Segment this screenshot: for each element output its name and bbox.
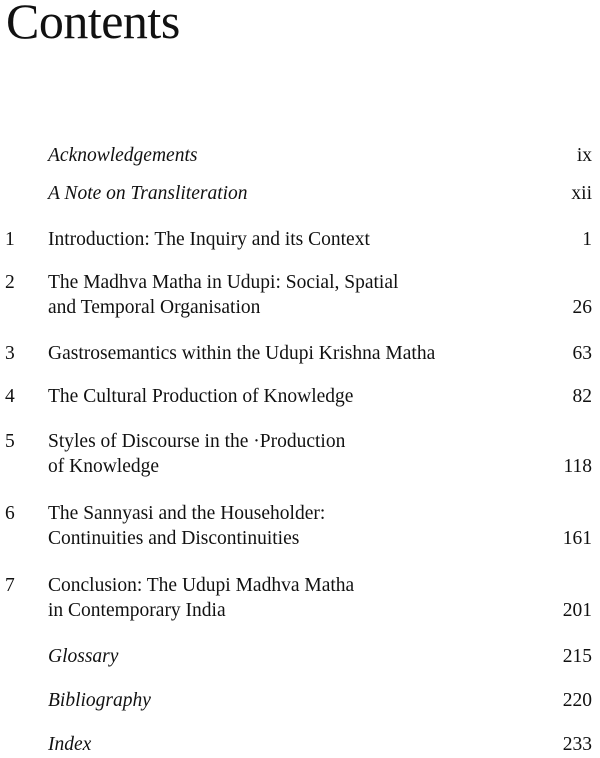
page-number: 1	[582, 229, 592, 250]
entry-title-line: Acknowledgements	[48, 145, 198, 166]
entry-title	[48, 227, 518, 252]
chapter-number: 7	[5, 575, 15, 596]
entry-title	[48, 384, 518, 409]
entry-title-line: Introduction: The Inquiry and its Context	[48, 229, 370, 250]
page-number: ix	[576, 145, 592, 166]
page-number: xii	[571, 183, 592, 204]
page-number: 215	[562, 646, 592, 667]
entry-title	[48, 573, 518, 623]
entry-title-line: Index	[48, 734, 92, 755]
chapter-number: 1	[5, 229, 15, 250]
chapter-number: 2	[5, 272, 15, 293]
entry-title-line: A Note on Transliteration	[48, 183, 248, 204]
entry-title	[48, 341, 518, 366]
chapter-number: 6	[5, 503, 15, 524]
page-number: 220	[562, 690, 592, 711]
entry-title-line: The Cultural Production of Knowledge	[48, 386, 354, 407]
entry-title-line: The Madhva Matha in Udupi: Social, Spatial	[48, 272, 399, 293]
page-number: 82	[572, 386, 592, 407]
page-number: 118	[563, 456, 592, 477]
page-number: 26	[572, 297, 592, 318]
entry-title	[48, 143, 518, 168]
entry-title-line: in Contemporary India	[48, 600, 226, 621]
entry-title	[48, 181, 518, 206]
chapter-number: 5	[5, 431, 15, 452]
entry-title-line: and Temporal Organisation	[48, 297, 261, 318]
entry-title	[48, 732, 518, 757]
page-number: 161	[562, 528, 592, 549]
entry-title-line: The Sannyasi and the Householder:	[48, 503, 326, 524]
entry-title-line: Bibliography	[48, 690, 151, 711]
page-number: 233	[562, 734, 592, 755]
page-number: 63	[572, 343, 592, 364]
entry-title	[48, 501, 518, 551]
entry-title-line: Gastrosemantics within the Udupi Krishna Matha	[48, 343, 436, 364]
page-number: 201	[562, 600, 592, 621]
chapter-number: 4	[5, 386, 15, 407]
entry-title	[48, 429, 518, 479]
entry-title	[48, 270, 518, 320]
chapter-number: 3	[5, 343, 15, 364]
entry-title-line: Continuities and Discontinuities	[48, 528, 300, 549]
entry-title	[48, 644, 518, 669]
entry-title	[48, 688, 518, 713]
entry-title-line: of Knowledge	[48, 456, 160, 477]
entry-title-line: Glossary	[48, 646, 119, 667]
page-title: Contents	[6, 0, 180, 49]
entry-title-line: Styles of Discourse in the ·Production	[48, 431, 346, 452]
entry-title-line: Conclusion: The Udupi Madhva Matha	[48, 575, 355, 596]
